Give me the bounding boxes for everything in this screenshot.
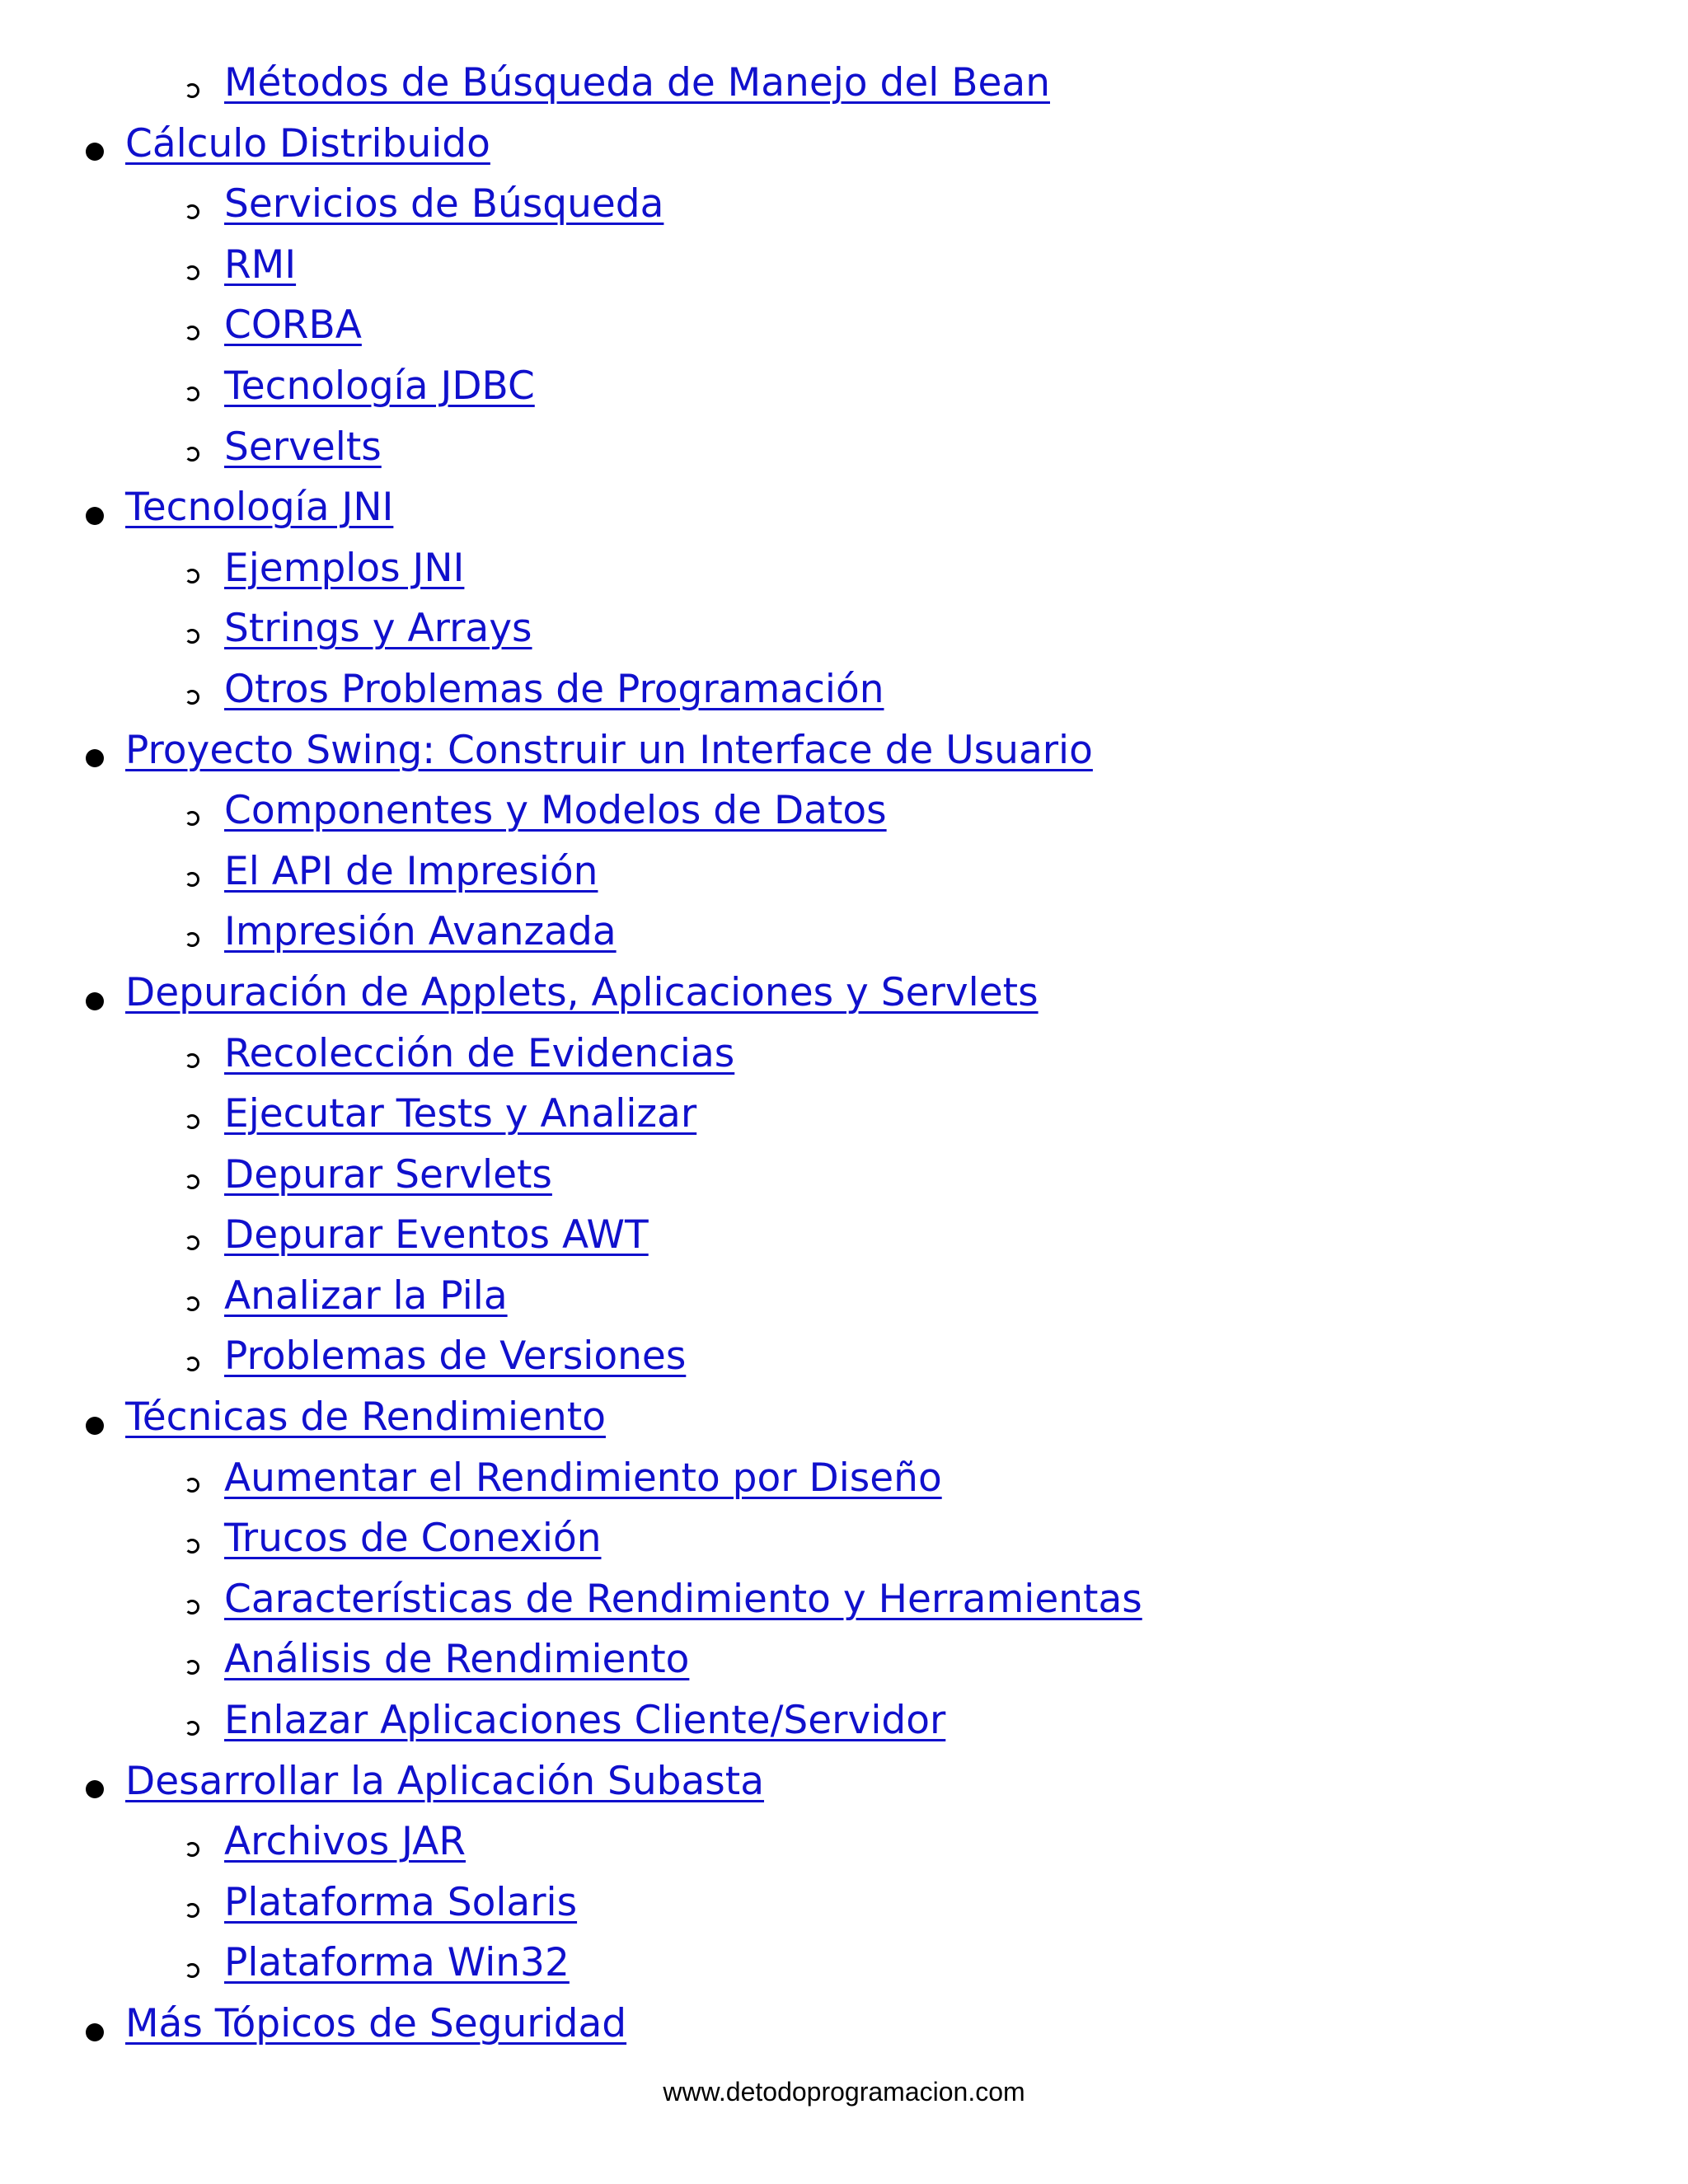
open-circle-bullet-icon — [185, 1539, 199, 1554]
open-circle-bullet-icon — [185, 1357, 199, 1371]
toc-subsection-link[interactable]: Plataforma Solaris — [224, 1879, 578, 1925]
toc-section-link[interactable]: Depuración de Applets, Aplicaciones y Servlets — [125, 969, 1039, 1015]
open-circle-bullet-icon — [185, 447, 199, 462]
toc-subsection-item — [0, 356, 1688, 417]
toc-subsection-item — [0, 1266, 1688, 1327]
filled-disc-bullet-icon — [86, 749, 104, 767]
toc-subsection-link[interactable]: Problemas de Versiones — [224, 1333, 687, 1380]
page-footer-url: www.detodoprogramacion.com — [663, 2077, 1025, 2107]
toc-subsection-link[interactable]: Impresión Avanzada — [224, 909, 617, 955]
filled-disc-bullet-icon — [86, 143, 104, 161]
toc-subsection-item — [0, 780, 1688, 841]
toc-subsection-link[interactable]: Strings y Arrays — [224, 606, 532, 652]
open-circle-bullet-icon — [185, 1903, 199, 1918]
filled-disc-bullet-icon — [86, 2023, 104, 2041]
toc-subsection-item — [0, 1811, 1688, 1872]
toc-subsection-item — [0, 538, 1688, 599]
toc-subsection-item — [0, 1145, 1688, 1206]
open-circle-bullet-icon — [185, 265, 199, 280]
toc-subsection-link[interactable]: Otros Problemas de Programación — [224, 666, 884, 712]
open-circle-bullet-icon — [185, 387, 199, 401]
open-circle-bullet-icon — [185, 1963, 199, 1978]
toc-subsection-link[interactable]: Depurar Eventos AWT — [224, 1212, 649, 1258]
toc-subsection-link[interactable]: Aumentar el Rendimiento por Diseño — [224, 1455, 942, 1501]
toc-subsection-item — [0, 1448, 1688, 1509]
toc-subsection-item — [0, 1569, 1688, 1630]
toc-subsection-link[interactable]: Tecnología JDBC — [224, 363, 535, 409]
toc-subsection-item — [0, 1024, 1688, 1085]
toc-subsection-link[interactable]: Ejemplos JNI — [224, 545, 465, 591]
open-circle-bullet-icon — [185, 1600, 199, 1615]
filled-disc-bullet-icon — [86, 992, 104, 1010]
toc-subsection-link[interactable]: RMI — [224, 241, 297, 288]
toc-subsection-link[interactable]: Servicios de Búsqueda — [224, 181, 664, 227]
toc-section-link[interactable]: Tecnología JNI — [125, 485, 394, 531]
open-circle-bullet-icon — [185, 1660, 199, 1675]
toc-subsection-link[interactable]: Métodos de Búsqueda de Manejo del Bean — [224, 60, 1050, 105]
open-circle-bullet-icon — [185, 811, 199, 826]
open-circle-bullet-icon — [185, 1174, 199, 1189]
open-circle-bullet-icon — [185, 1235, 199, 1250]
toc-subsection-item — [0, 1690, 1688, 1751]
open-circle-bullet-icon — [185, 569, 199, 583]
open-circle-bullet-icon — [185, 629, 199, 644]
open-circle-bullet-icon — [185, 326, 199, 340]
toc-subsection-item — [0, 53, 1688, 114]
open-circle-bullet-icon — [185, 1296, 199, 1311]
toc-subsection-link[interactable]: CORBA — [224, 302, 362, 349]
open-circle-bullet-icon — [185, 1721, 199, 1736]
toc-subsection-link[interactable]: Componentes y Modelos de Datos — [224, 788, 887, 834]
toc-subsection-item — [0, 1933, 1688, 1994]
toc-subsection-item — [0, 417, 1688, 478]
toc-section-item — [0, 114, 1688, 175]
table-of-contents — [0, 53, 1688, 2055]
toc-subsection-item — [0, 902, 1688, 963]
toc-subsection-item — [0, 235, 1688, 296]
open-circle-bullet-icon — [185, 1842, 199, 1857]
open-circle-bullet-icon — [185, 204, 199, 219]
toc-section-link[interactable]: Proyecto Swing: Construir un Interface de Usuario — [125, 727, 1093, 773]
toc-subsection-item — [0, 598, 1688, 659]
toc-subsection-item — [0, 1205, 1688, 1266]
toc-subsection-link[interactable]: Ejecutar Tests y Analizar — [224, 1091, 697, 1137]
toc-section-link[interactable]: Más Tópicos de Seguridad — [125, 2001, 627, 2046]
toc-subsection-link[interactable]: Depurar Servlets — [224, 1151, 552, 1197]
toc-section-link[interactable]: Cálculo Distribuido — [125, 120, 490, 166]
toc-subsection-link[interactable]: El API de Impresión — [224, 848, 598, 894]
open-circle-bullet-icon — [185, 1114, 199, 1129]
open-circle-bullet-icon — [185, 1053, 199, 1068]
filled-disc-bullet-icon — [86, 507, 104, 525]
filled-disc-bullet-icon — [86, 1417, 104, 1435]
open-circle-bullet-icon — [185, 932, 199, 947]
toc-subsection-item — [0, 1629, 1688, 1690]
toc-subsection-link[interactable]: Análisis de Rendimiento — [224, 1637, 690, 1683]
toc-subsection-link[interactable]: Plataforma Win32 — [224, 1940, 570, 1986]
toc-subsection-item — [0, 1508, 1688, 1569]
open-circle-bullet-icon — [185, 872, 199, 887]
toc-subsection-link[interactable]: Analizar la Pila — [224, 1272, 508, 1319]
toc-subsection-item — [0, 1872, 1688, 1933]
toc-subsection-link[interactable]: Servelts — [224, 424, 382, 470]
toc-subsection-item — [0, 841, 1688, 902]
toc-subsection-item — [0, 1326, 1688, 1387]
toc-section-item — [0, 1751, 1688, 1812]
toc-section-item — [0, 1387, 1688, 1448]
toc-subsection-link[interactable]: Recolección de Evidencias — [224, 1030, 735, 1076]
toc-section-link[interactable]: Desarrollar la Aplicación Subasta — [125, 1758, 765, 1804]
toc-subsection-item — [0, 174, 1688, 235]
filled-disc-bullet-icon — [86, 1780, 104, 1798]
toc-subsection-link[interactable]: Enlazar Aplicaciones Cliente/Servidor — [224, 1698, 946, 1744]
toc-subsection-item — [0, 1084, 1688, 1145]
open-circle-bullet-icon — [185, 83, 199, 98]
toc-subsection-link[interactable]: Trucos de Conexión — [224, 1516, 602, 1562]
toc-subsection-item — [0, 659, 1688, 720]
toc-section-item — [0, 720, 1688, 781]
toc-section-item — [0, 477, 1688, 538]
toc-subsection-item — [0, 295, 1688, 356]
toc-section-item — [0, 963, 1688, 1024]
toc-section-item — [0, 1994, 1688, 2055]
toc-subsection-link[interactable]: Archivos JAR — [224, 1819, 466, 1865]
toc-subsection-link[interactable]: Características de Rendimiento y Herramientas — [224, 1576, 1142, 1622]
toc-section-link[interactable]: Técnicas de Rendimiento — [125, 1394, 606, 1441]
open-circle-bullet-icon — [185, 690, 199, 705]
open-circle-bullet-icon — [185, 1478, 199, 1493]
